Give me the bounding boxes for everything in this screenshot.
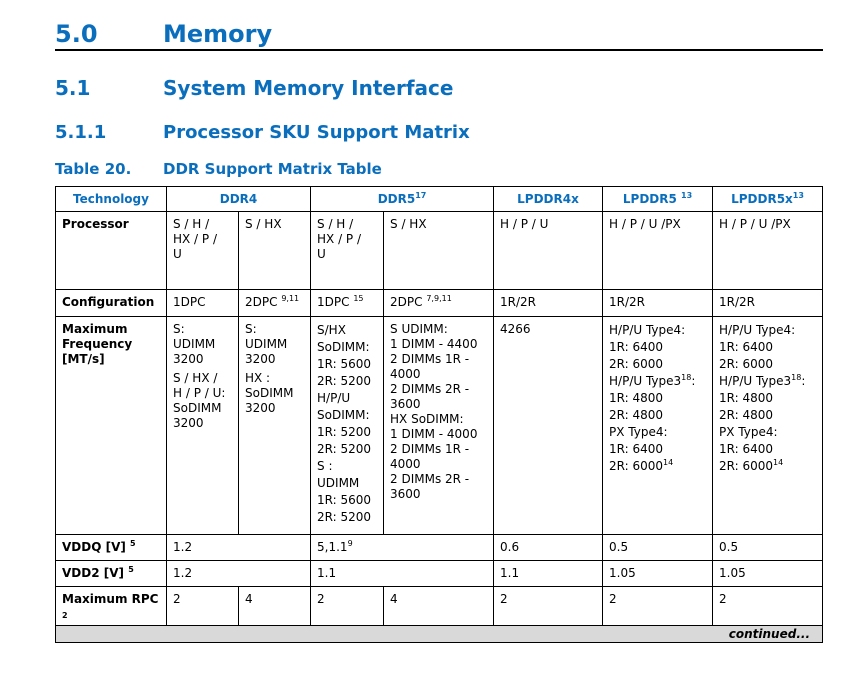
heading-text: Processor SKU Support Matrix bbox=[163, 122, 470, 143]
header-ddr5: $DDR5^{17}$ bbox=[311, 187, 494, 212]
table-cell: 1R/2R bbox=[494, 290, 603, 317]
table-cell: 2 bbox=[494, 587, 603, 626]
caption-text: DDR Support Matrix Table bbox=[163, 160, 382, 178]
table-row-maximum-frequency bbox=[56, 317, 823, 535]
table-cell: 2 bbox=[713, 587, 823, 626]
table-caption bbox=[55, 160, 755, 180]
table-cell: 4266 bbox=[494, 317, 603, 535]
table-cell: S / H / HX / P / U bbox=[311, 212, 384, 290]
table-cell: 1.1 bbox=[494, 561, 603, 587]
table-cell: H / P / U /PX bbox=[603, 212, 713, 290]
table-cell: 0.6 bbox=[494, 535, 603, 561]
table-row-configuration bbox=[56, 290, 823, 317]
continued-row bbox=[56, 626, 823, 643]
header-lpddr5x: $LPDDR5x^{13}$ bbox=[713, 187, 823, 212]
row-label: VDD2 [V] $^5$ bbox=[56, 561, 167, 587]
table-cell: 1DPC bbox=[167, 290, 239, 317]
heading-number: 5.0 bbox=[55, 20, 98, 48]
table-cell: 2 bbox=[167, 587, 239, 626]
table-cell: S: UDIMM 3200 HX : SoDIMM 3200 bbox=[239, 317, 311, 535]
table-cell: 1.2 bbox=[167, 561, 311, 587]
table-row-processor bbox=[56, 212, 823, 290]
table-cell: S UDIMM: 1 DIMM - 4400 2 DIMMs 1R - 4000 2 DIMMs 2R - 3600 HX SoDIMM: 1 DIMM - 4000 2 DIMMs 1R - 4000 2 DIMMs 2R - 3600 bbox=[384, 317, 494, 535]
table-cell: 0.5 bbox=[603, 535, 713, 561]
heading-text: System Memory Interface bbox=[163, 76, 454, 100]
table-cell: 2DPC $^{9,11}$ bbox=[239, 290, 311, 317]
caption-number: Table 20. bbox=[55, 160, 132, 178]
header-ddr4: DDR4 bbox=[167, 187, 311, 212]
header-lpddr4x: LPDDR4x bbox=[494, 187, 603, 212]
row-label: Configuration bbox=[56, 290, 167, 317]
heading-processor-sku-support-matrix bbox=[55, 122, 755, 146]
table-cell: H/P/U Type4: 1R: 6400 2R: 6000 H/P/U $Type3^{18}$: 1R: 4800 2R: 4800 PX Type4: 1R: 6400 2R: 6000$^{14}$ bbox=[603, 317, 713, 535]
table-cell: H / P / U /PX bbox=[713, 212, 823, 290]
heading-memory bbox=[55, 20, 823, 52]
table-cell: 1.05 bbox=[603, 561, 713, 587]
table-cell: 1.1 bbox=[311, 561, 494, 587]
table-row-vddq bbox=[56, 535, 823, 561]
continued-label: continued... bbox=[56, 626, 823, 643]
table-cell: S / HX bbox=[384, 212, 494, 290]
heading-number: 5.1 bbox=[55, 76, 91, 100]
table-cell: 1R/2R bbox=[603, 290, 713, 317]
row-label: Maximum Frequency [MT/s] bbox=[56, 317, 167, 535]
table-cell: S: UDIMM 3200 S / HX / H / P / U: SoDIMM 3200 bbox=[167, 317, 239, 535]
table-row-vdd2 bbox=[56, 561, 823, 587]
header-technology: Technology bbox=[56, 187, 167, 212]
header-lpddr5: LPDDR5 $^{13}$ bbox=[603, 187, 713, 212]
row-label: VDDQ [V] $^5$ bbox=[56, 535, 167, 561]
table-cell: 1DPC $^{15}$ bbox=[311, 290, 384, 317]
table-cell: 1.2 bbox=[167, 535, 311, 561]
heading-text: Memory bbox=[163, 20, 273, 48]
table-cell: 5,1.1$^9$ bbox=[311, 535, 494, 561]
table-cell: S / H / HX / P / U bbox=[167, 212, 239, 290]
table-cell: 0.5 bbox=[713, 535, 823, 561]
heading-rule bbox=[55, 49, 823, 51]
table-cell: 2 bbox=[311, 587, 384, 626]
table-row-maximum-rpc bbox=[56, 587, 823, 626]
row-label: Processor bbox=[56, 212, 167, 290]
heading-system-memory-interface bbox=[55, 76, 755, 102]
table-cell: 4 bbox=[384, 587, 494, 626]
table-cell: H/P/U Type4: 1R: 6400 2R: 6000 H/P/U $Type3^{18}$: 1R: 4800 2R: 4800 PX Type4: 1R: 6400 2R: 6000$^{14}$ bbox=[713, 317, 823, 535]
ddr-support-matrix-table bbox=[55, 186, 823, 643]
table-cell: S / HX bbox=[239, 212, 311, 290]
heading-number: 5.1.1 bbox=[55, 122, 107, 143]
table-cell: S/HX SoDIMM: 1R: 5600 2R: 5200 H/P/U SoDIMM: 1R: 5200 2R: 5200 S : UDIMM 1R: 5600 2R: 5200 bbox=[311, 317, 384, 535]
table-cell: 2 bbox=[603, 587, 713, 626]
table-cell: H / P / U bbox=[494, 212, 603, 290]
table-cell: 1.05 bbox=[713, 561, 823, 587]
row-label: Maximum RPC 2 bbox=[56, 587, 167, 626]
table-cell: 4 bbox=[239, 587, 311, 626]
table-cell: 1R/2R bbox=[713, 290, 823, 317]
header-row bbox=[56, 187, 823, 212]
table-cell: 2DPC $^{7,9,11}$ bbox=[384, 290, 494, 317]
